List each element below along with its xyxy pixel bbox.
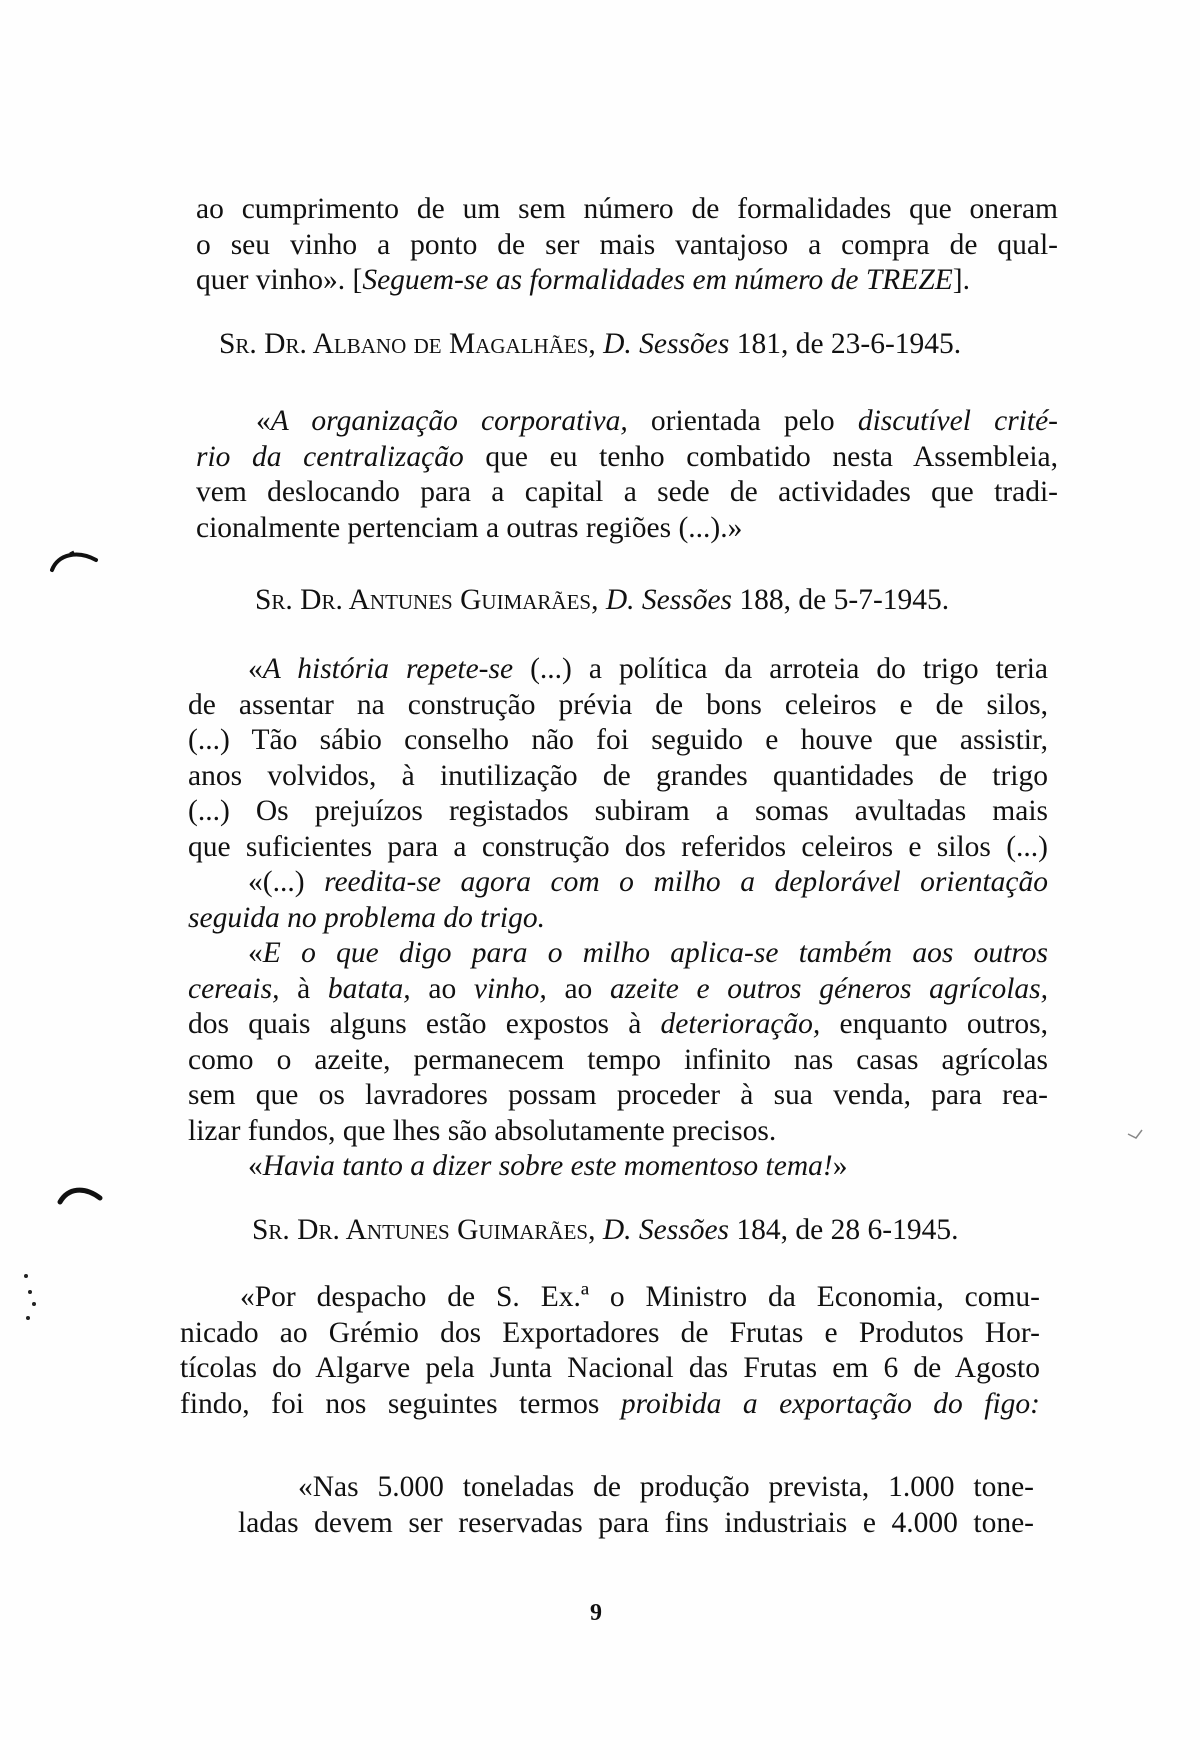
page-number: 9 xyxy=(590,1600,602,1626)
text-line: findo, foi nos seguintes termos proibida a exportação do figo: xyxy=(180,1387,1040,1420)
paragraph-block-5 xyxy=(238,1470,1034,1541)
text-line: cionalmente pertenciam a outras regiões (...).» xyxy=(196,511,743,544)
margin-dots xyxy=(20,1270,40,1330)
speaker-name: Sr. Dr. Antunes Guimarães, xyxy=(255,584,599,616)
speaker-citation-3 xyxy=(252,1212,958,1248)
text-line: sem que os lavradores possam proceder à sua venda, para rea- xyxy=(188,1079,1048,1111)
speaker-name: Sr. Dr. Albano de Magalhães, xyxy=(219,328,596,360)
text-line: de assentar na construção prévia de bons celeiros e de silos, xyxy=(188,688,1048,721)
text-line: o seu vinho a ponto de ser mais vantajoso a compra de qual- xyxy=(196,228,1058,261)
text-line: seguida no problema do trigo. xyxy=(188,901,545,934)
text-line: quer vinho». [Seguem-se as formalidades em número de TREZE]. xyxy=(196,264,970,296)
text-line: rio da centralização que eu tenho combatido nesta Assembleia, xyxy=(196,440,1058,473)
paragraph-block-4 xyxy=(180,1280,1040,1422)
text-line: (...) Tão sábio conselho não foi seguido e houve que assistir, xyxy=(188,724,1048,756)
italic-text: Seguem-se as formalidades em número de TREZE xyxy=(362,264,953,296)
text-line: «Nas 5.000 toneladas de produção prevista, 1.000 tone- xyxy=(298,1471,1034,1503)
text-line: «Por despacho de S. Ex.ª o Ministro da Economia, comu- xyxy=(240,1281,1040,1313)
text-line: vem deslocando para a capital a sede de actividades que tradi- xyxy=(196,476,1058,508)
text-line: dos quais alguns estão expostos à deterioração, enquanto outros, xyxy=(188,1008,1048,1040)
text-line: lizar fundos, que lhes são absolutamente precisos. xyxy=(188,1114,777,1147)
paragraph-block-3 xyxy=(188,652,1048,1185)
speaker-name: Sr. Dr. Antunes Guimarães, xyxy=(252,1214,596,1246)
source-title: D. Sessões xyxy=(605,584,733,616)
margin-mark-2 xyxy=(56,1182,106,1206)
margin-mark-1 xyxy=(48,548,102,574)
text-line: que suficientes para a construção dos referidos celeiros e silos (...) xyxy=(188,830,1048,863)
text-line: nicado ao Grémio dos Exportadores de Frutas e Produtos Hor- xyxy=(180,1316,1040,1349)
text-line: anos volvidos, à inutilização de grandes quantidades de trigo xyxy=(188,759,1048,792)
text-line: cereais, à batata, ao vinho, ao azeite e outros géneros agrícolas, xyxy=(188,972,1049,1005)
text-line: «A organização corporativa, orientada pelo discutível crité- xyxy=(256,405,1058,437)
source-details: 181, de 23-6-1945. xyxy=(736,328,962,360)
source-details: 188, de 5-7-1945. xyxy=(739,584,950,616)
source-title: D. Sessões xyxy=(603,328,730,360)
paragraph-block-2 xyxy=(196,404,1058,546)
speaker-citation-1 xyxy=(219,326,961,362)
text-line: ladas devem ser reservadas para fins industriais e 4.000 tone- xyxy=(238,1506,1034,1539)
text-line: «(...) reedita-se agora com o milho a deplorável orientação xyxy=(248,866,1048,898)
text-line: (...) Os prejuízos registados subiram a somas avultadas mais xyxy=(188,795,1048,827)
text-line: ao cumprimento de um sem número de formalidades que oneram xyxy=(196,193,1058,225)
text-line: «A história repete-se (...) a política da arroteia do trigo teria xyxy=(248,653,1048,685)
text-line: tícolas do Algarve pela Junta Nacional das Frutas em 6 de Agosto xyxy=(180,1352,1040,1384)
text-line: como o azeite, permanecem tempo infinito nas casas agrícolas xyxy=(188,1043,1048,1076)
speaker-citation-2 xyxy=(255,582,949,618)
source-details: 184, de 28 6-1945. xyxy=(736,1214,959,1246)
margin-faint-mark xyxy=(1126,1124,1146,1144)
source-title: D. Sessões xyxy=(602,1214,730,1246)
text-line: «E o que digo para o milho aplica-se também aos outros xyxy=(248,937,1048,969)
text-line: «Havia tanto a dizer sobre este momentoso tema!» xyxy=(248,1150,848,1182)
paragraph-block-1 xyxy=(196,192,1058,299)
